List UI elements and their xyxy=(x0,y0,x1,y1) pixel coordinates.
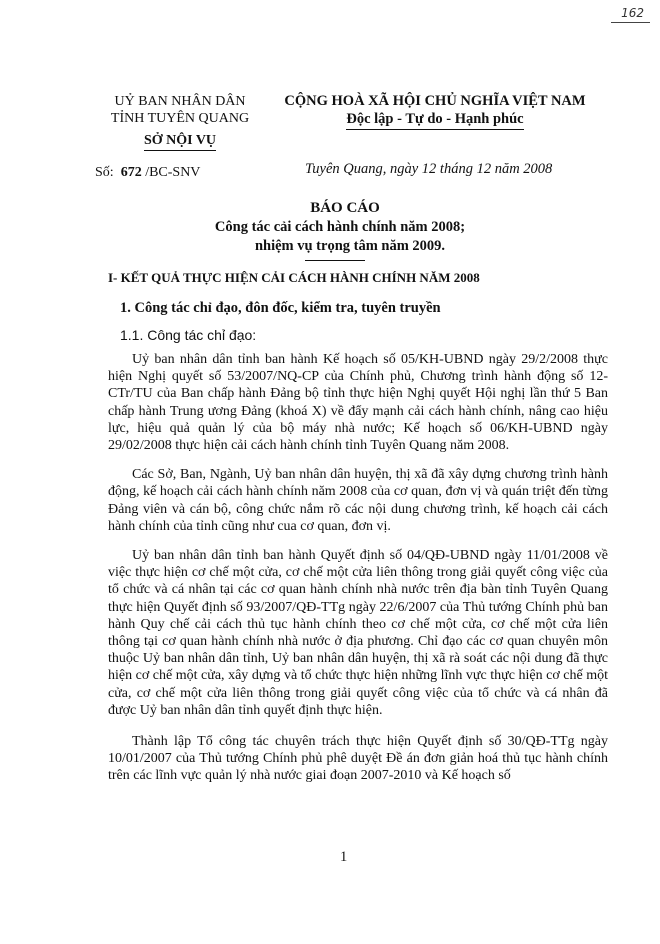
subsection-heading: 1. Công tác chỉ đạo, đôn đốc, kiểm tra, tuyên truyền xyxy=(120,300,441,316)
paragraph: Uỷ ban nhân dân tỉnh ban hành Quyết định số 04/QĐ-UBND ngày 11/01/2008 về việc thực hiện cơ chế một cửa, cơ chế một cửa liên thông trong giải quyết công việc của tổ chức và cá nhân tại các cơ quan hành chính nhà nước trên địa bàn tỉnh Tuyên Quang thực hiện Quyết định số 93/2007/QĐ-TTg ngày 22/6/2007 của Thủ tướng Chính phủ ban hành Quy chế cải cách thủ tục hành chính theo cơ chế một cửa, cơ chế một cửa liên thông tại cơ quan hành chính nhà nước ở địa phương. Chỉ đạo các cơ quan chuyên môn thuộc Uỷ ban nhân dân tỉnh, Uỷ ban nhân dân huyện, thị xã rà soát các nội dung đã thực hiện cơ chế một cửa, xây dựng và tổ chức thực hiện những lĩnh vực thực hiện cơ chế một cửa, cơ chế một cửa liên thông trong giải quyết công việc của tổ chức và cá nhân đã được Uỷ ban nhân dân tỉnh quyết định thực hiện. xyxy=(108,548,608,718)
handwritten-page-note: 162 xyxy=(611,6,650,23)
document-title xyxy=(0,199,660,256)
doc-number-prefix: Số: xyxy=(95,165,114,180)
org-name-line2: TỈNH TUYÊN QUANG xyxy=(110,111,250,126)
title-line1: BÁO CÁO xyxy=(310,200,380,216)
national-heading xyxy=(270,93,600,130)
department-name: SỞ NỘI VỤ xyxy=(144,132,216,151)
item-heading: 1.1. Công tác chỉ đạo: xyxy=(120,327,257,343)
place-and-date: Tuyên Quang, ngày 12 tháng 12 năm 2008 xyxy=(305,161,553,177)
doc-number-suffix: /BC-SNV xyxy=(145,165,201,180)
issuing-authority xyxy=(80,93,280,151)
doc-number-value: 672 xyxy=(120,165,142,180)
title-line2: Công tác cải cách hành chính năm 2008; xyxy=(214,219,466,235)
section-heading: I- KẾT QUẢ THỰC HIỆN CẢI CÁCH HÀNH CHÍNH NĂM 2008 xyxy=(108,270,480,285)
document-number xyxy=(95,165,200,181)
page-number: 1 xyxy=(340,849,348,865)
title-underline xyxy=(305,260,365,261)
paragraph: Thành lập Tổ công tác chuyên trách thực hiện Quyết định số 30/QĐ-TTg ngày 10/01/2007 của Thủ tướng Chính phủ phê duyệt Đề án đơn giản hoá thủ tục hành chính trên các lĩnh vực quản lý nhà nước giai đoạn 2007-2010 và Kế hoạch số xyxy=(108,734,608,784)
body-text xyxy=(108,351,608,797)
paragraph: Các Sở, Ban, Ngành, Uỷ ban nhân dân huyện, thị xã đã xây dựng chương trình hành động, kế hoạch cải cách hành chính năm 2008 của cơ quan, đơn vị và quán triệt đến từng Đảng viên và cán bộ, công chức nắm rõ các nội dung chương trình, kế hoạch cải cách hành chính của tỉnh cũng như cua cơ quan, đơn vị. xyxy=(108,467,608,534)
nation-name: CỘNG HOÀ XÃ HỘI CHỦ NGHĨA VIỆT NAM xyxy=(284,93,586,109)
title-line3: nhiệm vụ trọng tâm năm 2009. xyxy=(254,238,446,254)
national-motto: Độc lập - Tự do - Hạnh phúc xyxy=(346,111,523,130)
org-name-line1: UỶ BAN NHÂN DÂN xyxy=(114,94,246,109)
paragraph: Uỷ ban nhân dân tỉnh ban hành Kế hoạch số 05/KH-UBND ngày 29/2/2008 thực hiện Nghị quyết số 53/2007/NQ-CP của Chính phủ, Chương trình hành động số 12-CTr/TU của Ban chấp hành Đảng bộ tỉnh thực hiện Nghị quyết Hội nghị lần thứ 5 Ban chấp hành Trung ương Đảng (khoá X) về đẩy mạnh cải cách hành chính, nâng cao hiệu lực, hiệu quả quản lý của bộ máy nhà nước; Kế hoạch số 06/KH-UBND ngày 29/02/2008 thực hiện cải cách hành chính tỉnh Tuyên Quang năm 2008. xyxy=(108,352,608,454)
